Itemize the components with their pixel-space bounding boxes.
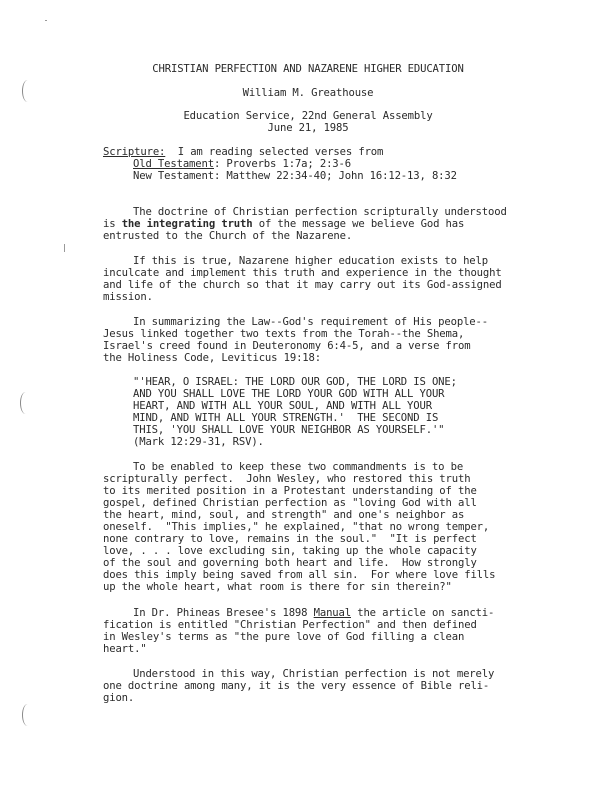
paragraph-4-line: to its merited position in a Protestant understanding of the	[103, 485, 477, 497]
scripture-label: Scripture:	[103, 146, 166, 158]
block-quote-line: THIS, 'YOU SHALL LOVE YOUR NEIGHBOR AS YOURSELF.'"	[133, 424, 445, 436]
text-span: of the message we believe God has	[252, 218, 465, 230]
binder-hole-middle	[20, 392, 31, 414]
paragraph-5-line: in Wesley's terms as "the pure love of God filling a clean	[103, 631, 465, 643]
paragraph-4-line: love, . . . love excluding sin, taking up the whole capacity	[103, 545, 477, 557]
paragraph-4-line: of the soul and governing both heart and life. How strongly	[103, 557, 477, 569]
paragraph-2-line: If this is true, Nazarene higher education exists to help	[133, 255, 488, 267]
paragraph-2-line: and life of the church so that it may carry out its God-assigned	[103, 279, 502, 291]
paragraph-1-line: The doctrine of Christian perfection scripturally understood	[133, 206, 507, 218]
paragraph-1-line: entrusted to the Church of the Nazarene.	[103, 230, 353, 242]
document-title: CHRISTIAN PERFECTION AND NAZARENE HIGHER EDUCATION	[152, 63, 464, 75]
old-testament-line	[133, 158, 351, 170]
paragraph-2-line: mission.	[103, 291, 153, 303]
paragraph-4-line: To be enabled to keep these two commandments is to be	[133, 461, 464, 473]
scan-speck	[64, 244, 65, 252]
paragraph-5-line: heart."	[103, 643, 147, 655]
paragraph-4-line: none contrary to love, remains in the soul." "It is perfect	[103, 533, 477, 545]
paragraph-4-line: gospel, defined Christian perfection as "loving God with all	[103, 497, 477, 509]
block-quote-line: "'HEAR, O ISRAEL: THE LORD OUR GOD, THE LORD IS ONE;	[133, 376, 457, 388]
paragraph-5-line: fication is entitled "Christian Perfection" and then defined	[103, 619, 477, 631]
paragraph-3-line: the Holiness Code, Leviticus 19:18:	[103, 352, 321, 364]
scripture-intro: I am reading selected verses from	[165, 146, 384, 158]
paragraph-1-line	[103, 218, 464, 230]
paragraph-4-line: does this imply being saved from all sin. For where love fills	[103, 569, 496, 581]
event-date: June 21, 1985	[267, 122, 349, 134]
paragraph-6-line: gion.	[103, 692, 135, 704]
binder-hole-bottom	[22, 704, 33, 726]
paragraph-4-line: oneself. "This implies," he explained, "that no wrong temper,	[103, 521, 490, 533]
block-quote-line: MIND, AND WITH ALL YOUR STRENGTH.' THE SECOND IS	[133, 412, 439, 424]
paragraph-6-line: one doctrine among many, it is the very essence of Bible reli-	[103, 680, 490, 692]
paragraph-4-line: scripturally perfect. John Wesley, who restored this truth	[103, 473, 471, 485]
text-span: the article on sancti-	[351, 607, 495, 619]
event-name: Education Service, 22nd General Assembly	[183, 110, 433, 122]
block-quote-line: HEART, AND WITH ALL YOUR SOUL, AND WITH ALL YOUR	[133, 400, 432, 412]
paragraph-6-line: Understood in this way, Christian perfection is not merely	[133, 668, 495, 680]
emphasis-text: the integrating truth	[121, 218, 253, 230]
old-testament-label: Old Testament	[133, 158, 214, 170]
old-testament-refs: : Proverbs 1:7a; 2:3-6	[213, 158, 351, 170]
paragraph-4-line: the heart, mind, soul, and strength" and one's neighbor as	[103, 509, 465, 521]
paragraph-5-line	[133, 607, 494, 619]
author-name: William M. Greathouse	[242, 87, 374, 99]
scripture-line	[103, 146, 383, 158]
scan-speck	[45, 20, 47, 21]
block-quote-citation: (Mark 12:29-31, RSV).	[133, 436, 264, 448]
paragraph-4-line: up the whole heart, what room is there for sin therein?"	[103, 581, 452, 593]
paragraph-3-line: Israel's creed found in Deuteronomy 6:4-5, and a verse from	[103, 340, 471, 352]
paragraph-3-line: Jesus linked together two texts from the Torah--the Shema,	[103, 328, 465, 340]
manual-title: Manual	[313, 607, 351, 619]
block-quote-line: AND YOU SHALL LOVE THE LORD YOUR GOD WITH ALL YOUR	[133, 388, 445, 400]
paragraph-3-line: In summarizing the Law--God's requirement of His people--	[133, 316, 488, 328]
text-span: In Dr. Phineas Bresee's 1898	[133, 607, 314, 619]
paragraph-2-line: inculcate and implement this truth and experience in the thought	[103, 267, 502, 279]
new-testament-line: New Testament: Matthew 22:34-40; John 16:12-13, 8:32	[133, 170, 457, 182]
text-span: is	[103, 218, 122, 230]
